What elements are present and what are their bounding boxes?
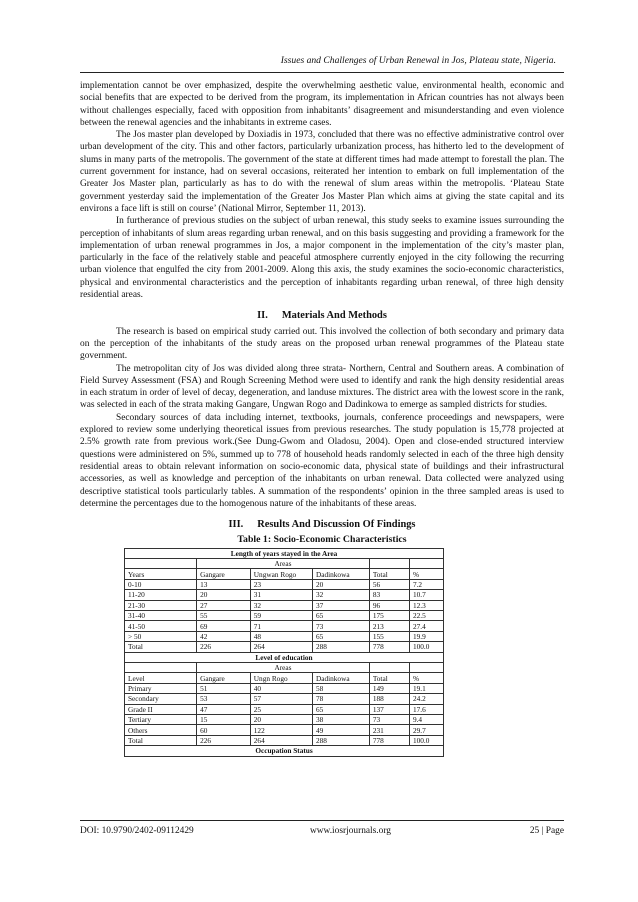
years-block-heading-row [125, 548, 444, 558]
table-cell: 49 [312, 725, 369, 735]
intro-paragraph-2: The Jos master plan developed by Doxiadis in 1973, concluded that there was no effective administrative control over urban development of the city. This and other factors, particularly urbanization process, has hitherto led to the development of slums in many parts of the metropolis. The government of the state at different times had made attempt to forestall the plan. The current government for instance, had on several occasions, reiterated her intention to embark on full implementation of the Greater Jos Master plan, particularly as has to do with the renewal of slum areas within the metropolis. ‘Plateau State government yesterday said the implementation of the Greater Jos Master Plan which aims at giving the state capital and its environs a face lift is still on course’ (National Mirror, September 11, 2013). [80, 130, 564, 214]
empty-cell [369, 559, 409, 569]
table-cell: 778 [369, 642, 409, 652]
table-cell: 78 [312, 694, 369, 704]
footer-doi: DOI: 10.9790/2402-09112429 [80, 826, 194, 836]
table-cell: 71 [250, 621, 312, 631]
table-cell: 96 [369, 600, 409, 610]
table-cell: Level [125, 673, 197, 683]
table-cell: 32 [250, 600, 312, 610]
table-cell: 57 [250, 694, 312, 704]
table-cell: 20 [250, 714, 312, 724]
table-cell: 7.2 [409, 579, 443, 589]
table-cell: 31-40 [125, 611, 197, 621]
table-row [125, 621, 444, 631]
table-row [125, 735, 444, 745]
areas-label: Areas [197, 662, 370, 672]
table-row [125, 725, 444, 735]
footer-rule [80, 820, 564, 821]
table-cell: 73 [312, 621, 369, 631]
table-cell: 58 [312, 683, 369, 693]
table-header-row [125, 569, 444, 579]
empty-cell [125, 662, 197, 672]
education-block-heading-row [125, 652, 444, 662]
table-cell: 29.7 [409, 725, 443, 735]
table-cell: 155 [369, 631, 409, 641]
table-cell: 83 [369, 590, 409, 600]
table-cell: 15 [197, 714, 251, 724]
table-cell: 12.3 [409, 600, 443, 610]
table-cell: 288 [312, 735, 369, 745]
table-cell: Gangare [197, 673, 251, 683]
table-cell: 9.4 [409, 714, 443, 724]
table-cell: 55 [197, 611, 251, 621]
table-cell: 122 [250, 725, 312, 735]
table-cell: Dadinkowa [312, 569, 369, 579]
occupation-heading-row [125, 746, 444, 756]
table-cell: 137 [369, 704, 409, 714]
table-cell: 32 [312, 590, 369, 600]
table-cell: 59 [250, 611, 312, 621]
section-3-heading [80, 519, 564, 531]
table-cell: 17.6 [409, 704, 443, 714]
table-cell: Gangare [197, 569, 251, 579]
table-cell: 56 [369, 579, 409, 589]
table-cell: 69 [197, 621, 251, 631]
table-cell: 65 [312, 631, 369, 641]
table-row [125, 600, 444, 610]
table-cell: Tertiary [125, 714, 197, 724]
table-cell: 231 [369, 725, 409, 735]
table-cell: 175 [369, 611, 409, 621]
table-cell: % [409, 569, 443, 579]
table-cell: 21-30 [125, 600, 197, 610]
table-cell: 226 [197, 642, 251, 652]
table-cell: 48 [250, 631, 312, 641]
table-cell: 288 [312, 642, 369, 652]
table-cell: 42 [197, 631, 251, 641]
table-cell: 22.5 [409, 611, 443, 621]
table-cell: 41-50 [125, 621, 197, 631]
table-row [125, 714, 444, 724]
table-cell: 100.0 [409, 642, 443, 652]
table-cell: 778 [369, 735, 409, 745]
occupation-heading: Occupation Status [125, 746, 444, 756]
table-cell: 23 [250, 579, 312, 589]
table-cell: 27 [197, 600, 251, 610]
table-cell: 31 [250, 590, 312, 600]
table-cell: % [409, 673, 443, 683]
table-cell: 20 [197, 590, 251, 600]
table-cell: 149 [369, 683, 409, 693]
table-cell: 264 [250, 735, 312, 745]
areas-label: Areas [197, 559, 370, 569]
section-2-number: II. [257, 310, 268, 322]
table-cell: 0-10 [125, 579, 197, 589]
footer-page-number: 25 | Page [529, 826, 564, 836]
empty-cell [409, 662, 443, 672]
header-rule [80, 72, 564, 73]
table-cell: Total [125, 735, 197, 745]
table-cell: Ungwan Rogo [250, 569, 312, 579]
table-row [125, 590, 444, 600]
years-block-heading: Length of years stayed in the Area [125, 548, 444, 558]
section-3-title: Results And Discussion Of Findings [257, 519, 416, 531]
table-row [125, 642, 444, 652]
section-3-number: III. [228, 519, 244, 531]
table-cell: Dadinkowa [312, 673, 369, 683]
table-cell: 19.1 [409, 683, 443, 693]
table-cell: 188 [369, 694, 409, 704]
table-cell: Grade II [125, 704, 197, 714]
areas-label-row [125, 662, 444, 672]
running-header: Issues and Challenges of Urban Renewal in Jos, Plateau state, Nigeria. [280, 55, 556, 66]
section-2-title: Materials And Methods [281, 310, 387, 322]
methods-paragraph-2: The metropolitan city of Jos was divided along three strata- Northern, Central and Southern areas. A combination of Field Survey Assessment (FSA) and Rough Screening Method were used to identify and rank the high density residential areas in each stratum in order of level of decay, degeneration, and landuse mixtures. The district area with the lowest score in the rank, was selected in each of the strata making Gangare, Ungwan Rogo and Dadinkowa to emerge as sampled districts for studies. [80, 363, 564, 411]
areas-label-row [125, 559, 444, 569]
footer-website: www.iosrjournals.org [310, 826, 391, 836]
table-cell: 100.0 [409, 735, 443, 745]
table-cell: 213 [369, 621, 409, 631]
table-row [125, 704, 444, 714]
table-cell: 51 [197, 683, 251, 693]
table-cell: Years [125, 569, 197, 579]
table-cell: Total [125, 642, 197, 652]
table-row [125, 631, 444, 641]
table-cell: 10.7 [409, 590, 443, 600]
table-cell: 19.9 [409, 631, 443, 641]
article-body [80, 80, 564, 757]
table-cell: Primary [125, 683, 197, 693]
socio-economic-table [124, 548, 444, 757]
table-row [125, 694, 444, 704]
table-cell: 24.2 [409, 694, 443, 704]
table-cell: Ungn Rogo [250, 673, 312, 683]
methods-paragraph-1: The research is based on empirical study carried out. This involved the collection of both secondary and primary data on the perception of the inhabitants of the study areas on the proposed urban renewal programmes of the Plateau state government. [80, 326, 564, 362]
table-cell: 65 [312, 611, 369, 621]
methods-paragraph-3: Secondary sources of data including internet, textbooks, journals, conference proceedings and newspapers, were explored to review some underlying theoretical issues from previous researches. The study population is 15,778 projected at 2.5% growth rate from previous work.(See Dung-Gwom and Oladosu, 2004). Open and close-ended structured interview questions were administered on 5%, summed up to 778 of household heads randomly selected in each of the three high density residential areas to obtain relevant information on socio-economic data, physical state of buildings and their infrastructural accessories, as well as knowledge and perception of the inhabitants on urban renewal. Data collected were analyzed using descriptive statistical tools particularly tables. A summation of the respondents’ opinion in the three sampled areas is used to determine the percentages due to the homogenous nature of the inhabitants of these areas. [80, 412, 564, 509]
table-cell: 47 [197, 704, 251, 714]
table-header-row [125, 673, 444, 683]
table-cell: 11-20 [125, 590, 197, 600]
table-body [125, 548, 444, 756]
table-cell: 27.4 [409, 621, 443, 631]
table-cell: 264 [250, 642, 312, 652]
empty-cell [369, 662, 409, 672]
table-cell: 53 [197, 694, 251, 704]
table-cell: 65 [312, 704, 369, 714]
table-cell: Others [125, 725, 197, 735]
table-title: Table 1: Socio-Economic Characteristics [237, 534, 407, 546]
section-2-heading [80, 310, 564, 322]
table-cell: 40 [250, 683, 312, 693]
table-row [125, 579, 444, 589]
table-cell: 60 [197, 725, 251, 735]
table-cell: 25 [250, 704, 312, 714]
table-cell: 20 [312, 579, 369, 589]
table-cell: 226 [197, 735, 251, 745]
table-cell: > 50 [125, 631, 197, 641]
table-row [125, 611, 444, 621]
empty-cell [409, 559, 443, 569]
table-cell: 37 [312, 600, 369, 610]
table-row [125, 683, 444, 693]
education-block-heading: Level of education [125, 652, 444, 662]
table-cell: Secondary [125, 694, 197, 704]
table-cell: Total [369, 569, 409, 579]
table-cell: 13 [197, 579, 251, 589]
table-cell: 38 [312, 714, 369, 724]
intro-paragraph-1: implementation cannot be over emphasized, despite the overwhelming aesthetic value, environmental health, economic and social benefits that are expected to be derived from the program, its implementation in African countries has not always been without challenges especially, faced with opposition from inhabitants’ disagreement and misunderstanding and even violence between the renewal agencies and the inhabitants in extreme cases. [80, 81, 564, 128]
empty-cell [125, 559, 197, 569]
intro-paragraph-3: In furtherance of previous studies on the subject of urban renewal, this study seeks to examine issues surrounding the perception of inhabitants of slum areas regarding urban renewal, and on this basis suggesting and providing a framework for the implementation of urban renewal programmes in Jos, a major component in the implementation of the city’s master plan, particularly in the face of the relatively stable and peaceful atmosphere currently enjoyed in the city following the recurring urban violence that engulfed the city from 2001-2009. Along this axis, the study examines the socio-economic characteristics, physical and environmental characteristics and the perception of inhabitants regarding urban renewal, of three high density residential areas. [80, 216, 564, 301]
table-cell: 73 [369, 714, 409, 724]
table-cell: Total [369, 673, 409, 683]
